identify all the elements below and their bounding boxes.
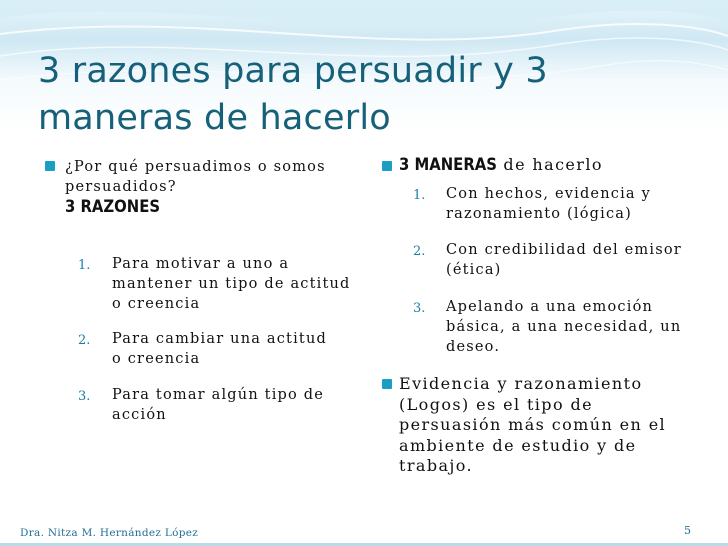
- persuasion-note: Evidencia y razonamiento (Logos) es el tipo de persuasión más común en el ambiente de estudio y de trabajo.: [399, 374, 667, 475]
- way-number: 2.: [413, 244, 426, 259]
- way-item: Con hechos, evidencia y razonamiento (lógica): [446, 186, 651, 222]
- bullet-icon: [382, 161, 392, 171]
- footer-author: Dra. Nitza M. Hernández López: [20, 527, 199, 539]
- bullet-icon: [382, 379, 392, 389]
- way-item: Con credibilidad del emisor (ética): [446, 242, 682, 278]
- bullet-icon: [45, 161, 55, 171]
- reason-number: 1.: [78, 258, 91, 273]
- way-item: Apelando a una emoción básica, a una necesidad, un deseo.: [446, 299, 682, 355]
- intro-question: ¿Por qué persuadimos o somos persuadidos?: [65, 159, 326, 195]
- reason-number: 2.: [78, 333, 91, 348]
- ways-heading-bold: 3 MANERAS: [399, 155, 497, 174]
- reason-item: Para tomar algún tipo de acción: [112, 387, 325, 423]
- slide-title: 3 razones para persuadir y 3 maneras de hacerlo: [38, 51, 548, 138]
- page-number: 5: [684, 524, 691, 537]
- ways-heading: [399, 155, 603, 176]
- ways-heading-rest: de hacerlo: [496, 155, 603, 174]
- reasons-heading: 3 RAZONES: [65, 197, 161, 216]
- reason-item: Para motivar a uno a mantener un tipo de actitud o creencia: [112, 256, 351, 312]
- way-number: 3.: [413, 301, 426, 316]
- reason-item: Para cambiar una actitud o creencia: [112, 331, 327, 367]
- way-number: 1.: [413, 188, 426, 203]
- reason-number: 3.: [78, 389, 91, 404]
